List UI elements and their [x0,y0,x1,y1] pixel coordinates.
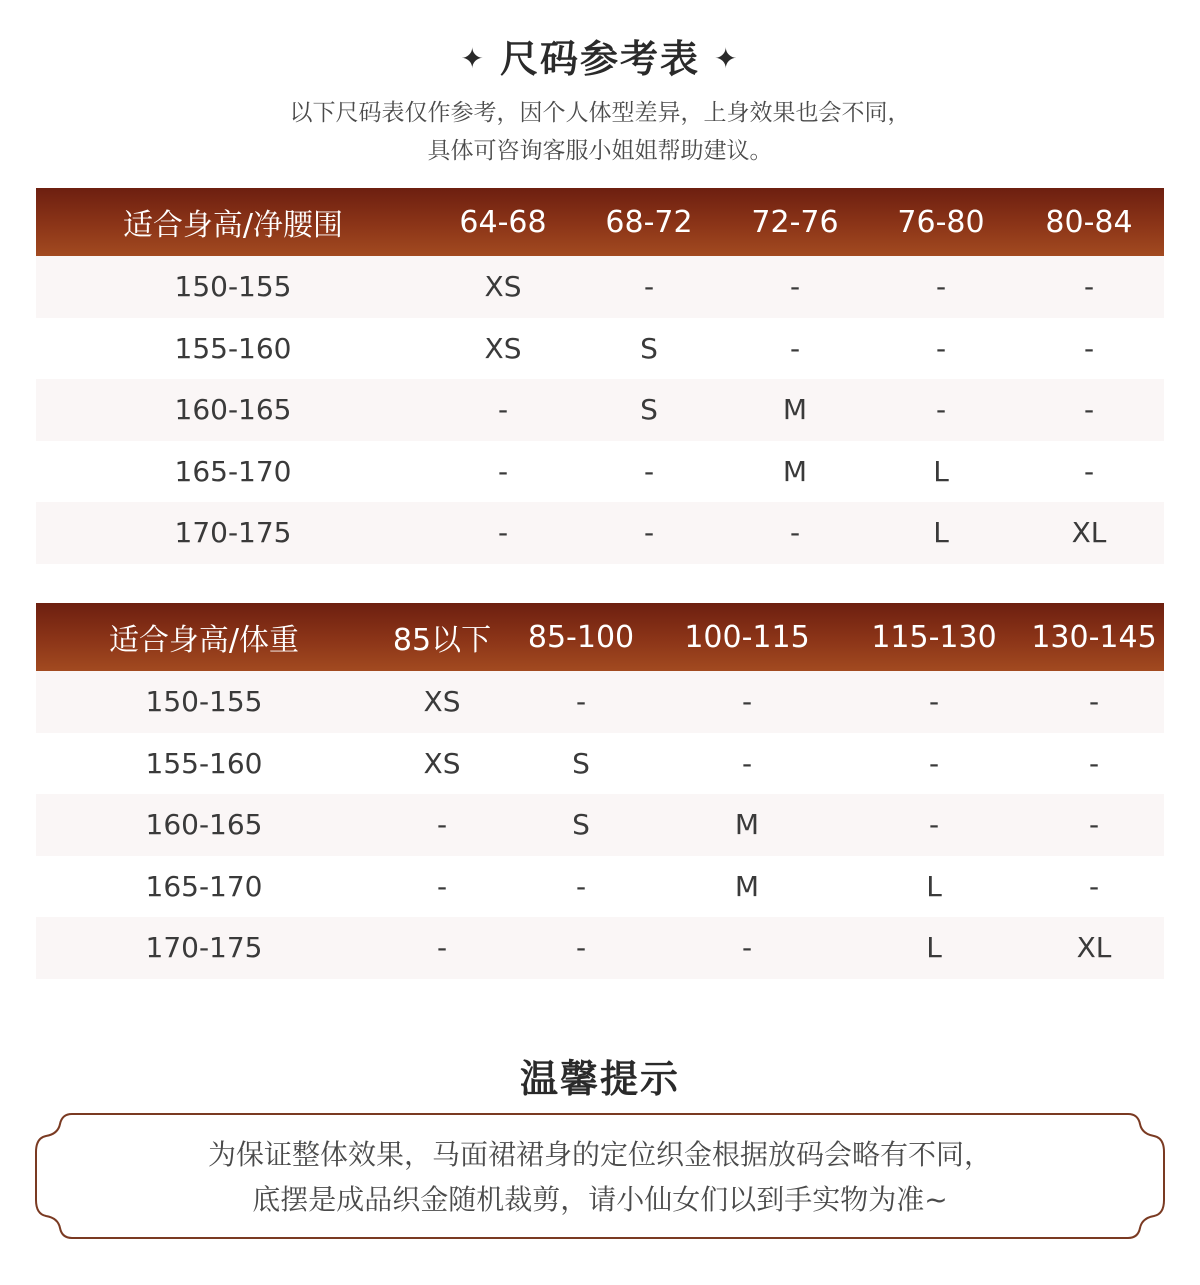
table-cell: - [497,393,509,427]
table-cell: - [789,270,801,304]
tips-line-2: 底摆是成品织金随机裁剪，请小仙女们以到手实物为准~ [252,1183,948,1216]
header-cell: 100-115 [684,619,810,655]
table-cell: XL [1071,516,1107,550]
table-cell: M [782,454,808,488]
table-cell: 155-160 [145,746,263,780]
table-cell: - [741,931,753,965]
table-cell: - [575,931,587,965]
table-cell: 170-175 [145,931,263,965]
table-cell: XS [423,685,461,719]
table-cell: M [782,393,808,427]
table-cell: - [928,746,940,780]
table-row [36,379,1164,441]
header-cell-height-waist: 适合身高/净腰围 [122,208,344,243]
table-cell: 170-175 [174,516,292,550]
header-cell: 64-68 [459,204,547,240]
table-cell: L [933,454,949,488]
table-cell: - [928,685,940,719]
star-left-icon: ✦ [460,42,486,75]
table-cell: - [935,393,947,427]
table-cell: XS [484,331,522,365]
table-cell: XS [423,746,461,780]
table-row [36,917,1164,979]
header-cell: 130-145 [1031,619,1157,655]
table-row [36,502,1164,564]
table-cell: 160-165 [174,393,292,427]
table-cell: S [572,808,590,842]
table-cell: - [575,685,587,719]
table-row [36,733,1164,795]
table-cell: 160-165 [145,808,263,842]
page-subtitle [0,94,1200,170]
table-row [36,794,1164,856]
header-cell: 68-72 [605,204,693,240]
subtitle-line-1: 以下尺码表仅作参考，因个人体型差异，上身效果也会不同， [289,100,911,126]
table-cell: - [643,270,655,304]
table-cell: M [734,869,760,903]
table-cell: - [1083,454,1095,488]
table-cell: S [572,746,590,780]
header-cell: 85-100 [527,619,635,655]
table-cell: - [1083,393,1095,427]
header-cell: 80-84 [1045,204,1133,240]
page-title-text: 尺码参考表 [499,37,700,81]
table-cell: 165-170 [174,454,292,488]
table-cell: - [935,270,947,304]
table-cell: L [926,931,942,965]
page-title [0,28,1200,83]
table-cell: XL [1076,931,1112,965]
table-cell: - [436,869,448,903]
table-cell: - [789,331,801,365]
table-cell: - [497,454,509,488]
header-cell: 76-80 [897,204,985,240]
header-cell: 85以下 [392,623,492,658]
subtitle-line-2: 具体可咨询客服小姐姐帮助建议。 [427,138,773,164]
table-cell: - [575,869,587,903]
table-cell: 165-170 [145,869,263,903]
size-table-weight [36,603,1164,979]
table-cell: S [640,331,658,365]
table-cell: - [497,516,509,550]
table-cell: 150-155 [145,685,263,719]
table-cell: - [643,516,655,550]
table-cell: - [436,808,448,842]
tips-line-1: 为保证整体效果，马面裙裙身的定位织金根据放码会略有不同， [207,1138,992,1171]
table-cell: M [734,808,760,842]
table-cell: L [926,869,942,903]
table-cell: - [1083,331,1095,365]
table-row [36,671,1164,733]
table-cell: - [1088,869,1100,903]
table-cell: 150-155 [174,270,292,304]
table-cell: - [436,931,448,965]
tips-title: 温馨提示 [519,1057,680,1101]
table-cell: S [640,393,658,427]
table-row [36,318,1164,380]
table-cell: 155-160 [174,331,292,365]
table-cell: - [1088,685,1100,719]
table-cell: L [933,516,949,550]
header-cell-height-weight: 适合身高/体重 [108,623,300,658]
table-cell: - [935,331,947,365]
table-cell: - [643,454,655,488]
table-row [36,856,1164,918]
size-table-waist [36,188,1164,564]
table-header-row [36,603,1164,671]
table-cell: - [1088,746,1100,780]
tips-text [60,1132,1140,1222]
table-cell: - [741,685,753,719]
table-cell: - [1088,808,1100,842]
table-cell: - [789,516,801,550]
header-cell: 72-76 [751,204,839,240]
star-right-icon: ✦ [714,42,740,75]
table-header-row [36,188,1164,256]
table-cell: - [741,746,753,780]
table-cell: - [1083,270,1095,304]
table-cell: XS [484,270,522,304]
header-cell: 115-130 [871,619,997,655]
table-cell: - [928,808,940,842]
table-row [36,441,1164,503]
table-row [36,256,1164,318]
